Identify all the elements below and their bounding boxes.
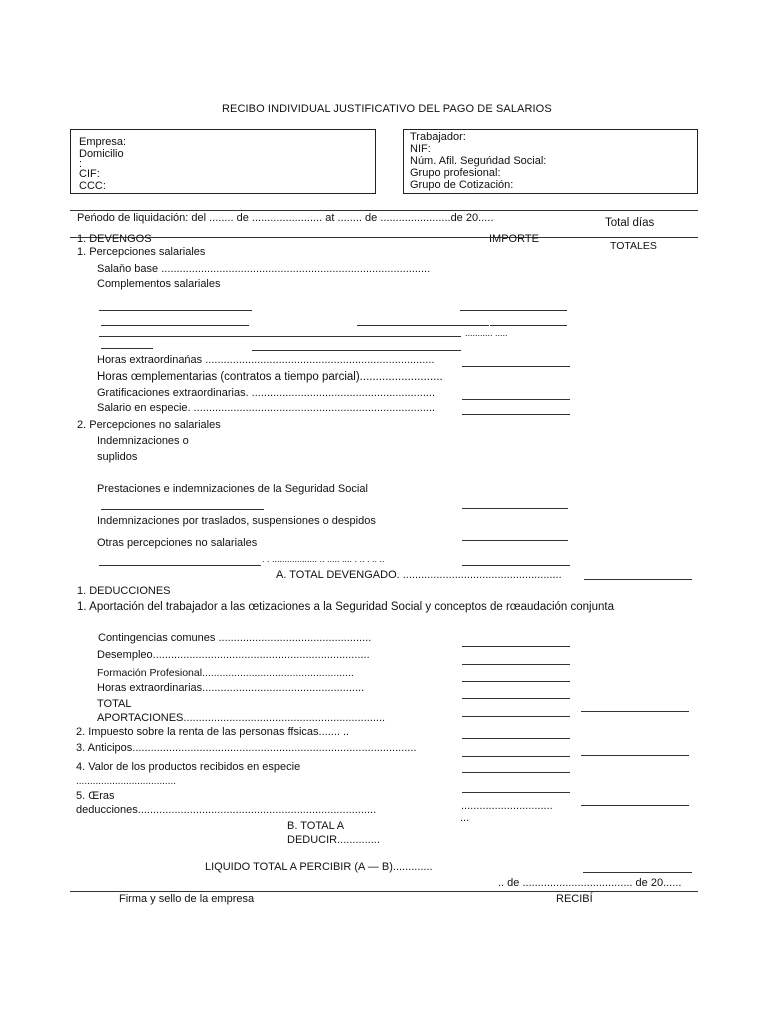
totales-header: TOTALES <box>610 240 657 252</box>
otras-deducciones-dots-2: ... <box>460 812 470 824</box>
importe-blank-contingencias <box>462 646 570 647</box>
importe-blank-formacion <box>462 681 570 682</box>
prestaciones-blank <box>101 509 264 510</box>
firma-rule <box>70 891 698 892</box>
traslados-row: Indemnizaciones por traslados, suspensiones o despidos <box>97 515 376 527</box>
desempleo-row: Desempleo....................................................................... <box>97 649 370 661</box>
horas-extraordinarias-row: Horas extraordinańas ........................................................................... <box>97 354 435 366</box>
gratificaciones-row: Gratificaciones extraordinarias. ............................................................ <box>97 387 436 399</box>
dots-fill-b: . . .................. .. ..... .... . .. . .. .. <box>262 554 385 564</box>
otras-deducciones-label-1: 5. Œras <box>76 790 115 802</box>
importe-blank-otras <box>462 565 570 566</box>
aportacion-heading: 1. Aportación del trabajador a las œtizaciones a la Seguridad Social y conceptos de rœaudación conjunta <box>77 601 614 613</box>
valor-productos-row: 4. Valor de los productos recibidos en especie <box>76 761 301 773</box>
importe-blank-2 <box>490 325 567 326</box>
horas-complementarias-row: Horas œmplementarias (contratos a tiempo parcial).......................... <box>97 371 443 383</box>
complemento-blank-1 <box>99 310 252 311</box>
anticipos-row: 3. Anticipos............................................................................................. <box>76 742 417 754</box>
importe-header: IMPORTE <box>489 233 539 245</box>
total-dias-label: Total días <box>605 217 655 229</box>
percepciones-no-salariales-heading: 2. Percepciones no salariales <box>77 419 221 431</box>
importe-blank-valor <box>462 772 570 773</box>
contingencias-comunes-row: Contingencias comunes .................................................. <box>98 632 372 644</box>
importe-blank-anticipos <box>462 756 570 757</box>
totales-blank-anticipos <box>581 755 689 756</box>
empresa-label: Empresa: <box>79 136 127 148</box>
periodo-top-rule <box>70 210 698 211</box>
salario-especie-row: Salario en especie. ............................................................................... <box>97 402 436 414</box>
prestaciones-row: Prestaciones e indemnizaciones de la Seguridad Social <box>97 483 368 495</box>
liquido-total-row: LIQUIDO TOTAL A PERCIBIR (A — B)............. <box>205 861 433 873</box>
importe-blank-horas-extra <box>462 366 570 367</box>
total-deducir-label-2: DEDUCIR.............. <box>287 834 380 846</box>
afiliacion-label: Núm. Afil. Seguńdad Social: <box>410 155 547 167</box>
importe-blank-valor-2 <box>462 792 570 793</box>
importe-blank-salario-especie <box>462 414 570 415</box>
otras-percepciones-row: Otras percepciones no salariales <box>97 537 258 549</box>
dots-fill-a: ........... ..... <box>465 328 508 338</box>
ccc-label: CCC: <box>79 180 106 192</box>
total-devengado-blank <box>584 579 692 580</box>
trabajador-box <box>403 129 698 194</box>
salario-base-row: Salaňo base ........................................................................................ <box>97 263 431 275</box>
totales-blank-aportaciones <box>581 711 689 712</box>
importe-blank-horas-ded <box>462 698 570 699</box>
formacion-profesional-row: Formación Profesional.................................................... <box>97 667 354 679</box>
importe-blank-total-aport <box>462 716 570 717</box>
indemnizaciones-row: Indemnizaciones o <box>97 435 189 447</box>
document-title: RECIBO INDIVIDUAL JUSTIFICATIVO DEL PAGO DE SALARIOS <box>222 103 552 115</box>
importe-blank-prestaciones <box>462 508 568 509</box>
deducciones-header: 1. DEDUCCIONES <box>77 585 171 597</box>
suplidos-row: suplidos <box>97 451 138 463</box>
nif-label: NIF: <box>410 143 431 155</box>
grupo-cotizacion-label: Grupo de Cotización: <box>410 179 514 191</box>
totales-blank-otras <box>581 805 689 806</box>
importe-blank-traslados <box>462 540 568 541</box>
total-devengado-row: A. TOTAL DEVENGADO. .................................................... <box>276 569 562 581</box>
domicilio-colon: : <box>79 158 83 170</box>
grupo-profesional-label: Grupo profesional: <box>410 167 501 179</box>
percepciones-salariales-heading: 1. Percepciones salariales <box>77 246 206 258</box>
otras-deducciones-dots: .............................. <box>461 800 553 812</box>
total-aportaciones-label-2: APORTACIONES.................................................................. <box>97 712 386 724</box>
empresa-box <box>70 129 376 194</box>
complemento-blank-6 <box>252 350 461 351</box>
importe-blank-1 <box>460 310 567 311</box>
total-aportaciones-label-1: TOTAL <box>97 698 132 710</box>
trabajador-label: Trabajador: <box>410 131 466 143</box>
complemento-blank-3 <box>357 325 489 326</box>
fecha-line: .. de .................................... de 20...... <box>498 877 682 889</box>
horas-extraordinarias-ded-row: Horas extraordinarias..................................................... <box>97 682 365 694</box>
complemento-blank-4 <box>99 336 461 337</box>
devengos-header: 1. DEVENGOS <box>77 233 152 245</box>
domicilio-label: Domicilio <box>79 148 124 160</box>
valor-productos-dots: .................................... <box>76 776 177 787</box>
cif-label: CIF: <box>79 168 100 180</box>
total-deducir-label-1: B. TOTAL A <box>287 820 345 832</box>
irpf-row: 2. Impuesto sobre la renta de las personas ffsicas....... .. <box>76 726 350 738</box>
complemento-blank-2 <box>101 325 249 326</box>
complemento-blank-5 <box>101 348 153 349</box>
firma-sello-empresa: Firma y sello de la empresa <box>119 893 255 905</box>
complementos-salariales-heading: Complementos salariales <box>97 278 221 290</box>
liquido-total-blank <box>583 872 692 873</box>
recibi-label: RECIBÍ <box>556 893 593 905</box>
periodo-liquidacion: Peńodo de liquidación: del ........ de ....................... at ........ de .......................de 20..... <box>77 212 494 224</box>
importe-blank-gratificaciones <box>462 399 570 400</box>
periodo-bottom-rule <box>70 237 698 238</box>
importe-blank-irpf <box>462 738 570 739</box>
otras-deducciones-label-2: deducciones.............................................................................. <box>76 804 377 816</box>
otras-blank <box>99 565 261 566</box>
importe-blank-desempleo <box>462 664 570 665</box>
